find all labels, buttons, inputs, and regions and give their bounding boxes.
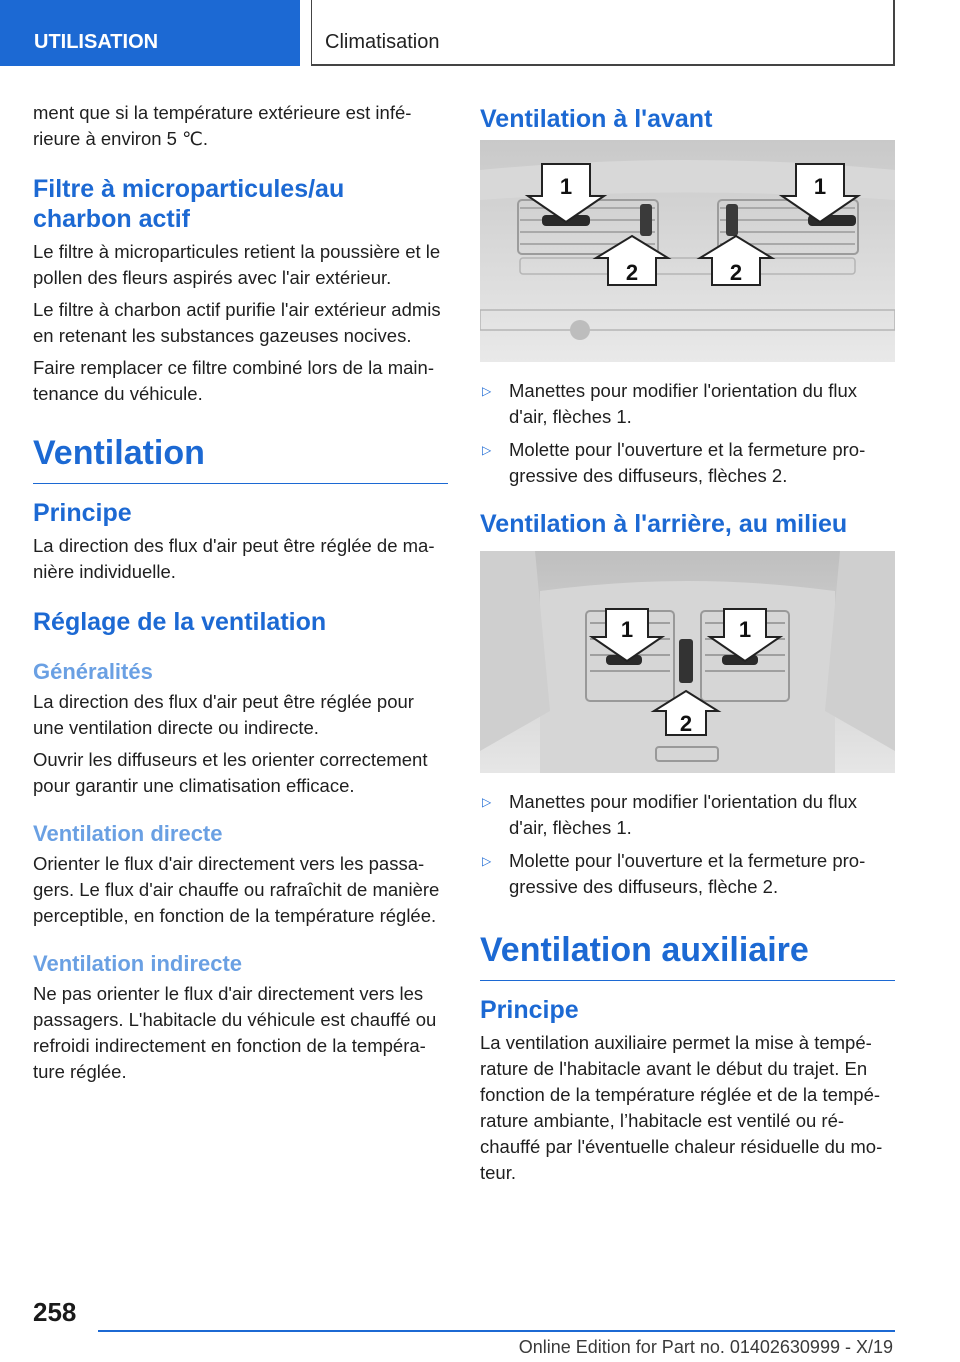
fig2-label-1b: 1 <box>738 617 752 642</box>
footer-rule <box>98 1330 895 1332</box>
fig1-label-1a: 1 <box>559 174 573 199</box>
page-number: 258 <box>33 1297 77 1327</box>
fig2-label-1a: 1 <box>620 617 634 642</box>
header-rule <box>311 64 895 66</box>
avant-item-2: Molette pour l'ouverture et la fermeture progressive des diffuseurs, flèches 2. <box>509 439 866 486</box>
reglage-heading: Réglage de la ventilation <box>33 608 327 636</box>
header-separator <box>311 0 312 66</box>
fig1-label-2b: 2 <box>729 260 743 285</box>
arriere-item-2: Molette pour l'ouverture et la fermeture progressive des diffuseurs, flèche 2. <box>509 850 866 897</box>
aux-principe-heading: Principe <box>480 996 579 1024</box>
triangle-right-icon: ▷ <box>482 854 492 868</box>
avant-list <box>480 378 895 489</box>
generalites-paragraph-1: La direction des flux d'air peut être réglée pour une ventilation directe ou indirecte. <box>33 691 414 738</box>
arriere-list <box>480 789 895 900</box>
triangle-right-icon: ▷ <box>482 384 492 398</box>
fig2-label-2: 2 <box>679 711 693 736</box>
ventilation-heading: Ventilation <box>33 433 448 484</box>
triangle-right-icon: ▷ <box>482 795 492 809</box>
principe-heading: Principe <box>33 499 132 527</box>
aux-heading: Ventilation auxiliaire <box>480 930 895 981</box>
front-vents-figure <box>480 140 895 362</box>
header-section-label: UTILISATION <box>34 31 159 53</box>
right-column <box>480 100 895 1192</box>
list-item <box>480 848 895 900</box>
generalites-paragraph-2: Ouvrir les diffuseurs et les orienter correctement pour garantir une climatisation efficace. <box>33 749 428 796</box>
list-item <box>480 789 895 841</box>
header-rule-end <box>893 0 895 66</box>
aux-paragraph: La ventilation auxiliaire permet la mise à température de l'habitacle avant le début du trajet. En fonction de la température réglée et de la température ambiante, l’habitacle est ventilé ou réchauffé par l'éventuelle chaleur résiduelle du moteur. <box>480 1032 883 1183</box>
list-item <box>480 437 895 489</box>
principe-paragraph: La direction des flux d'air peut être réglée de manière individuelle. <box>33 535 435 582</box>
indirecte-heading: Ventilation indirecte <box>33 951 243 976</box>
avant-item-1: Manettes pour modifier l'orientation du flux d'air, flèches 1. <box>509 380 858 427</box>
arriere-heading: Ventilation à l'arrière, au milieu <box>480 510 848 538</box>
directe-heading: Ventilation directe <box>33 821 223 846</box>
rear-vents-figure <box>480 551 895 773</box>
filter-heading: Filtre à microparticules/au charbon actif <box>33 175 345 233</box>
indirecte-paragraph: Ne pas orienter le flux d'air directement vers les passagers. L'habitacle du véhicule est chauffé ou refroidi indirectement en fonction de la température réglée. <box>33 983 437 1082</box>
arriere-item-1: Manettes pour modifier l'orientation du flux d'air, flèches 1. <box>509 791 858 838</box>
filter-paragraph-1: Le filtre à microparticules retient la poussière et le pollen des fleurs aspirés avec l'air extérieur. <box>33 241 441 288</box>
list-item <box>480 378 895 430</box>
filter-paragraph-3: Faire remplacer ce filtre combiné lors de la maintenance du véhicule. <box>33 357 434 404</box>
fig1-label-2a: 2 <box>625 260 639 285</box>
fig1-label-1b: 1 <box>813 174 827 199</box>
triangle-right-icon: ▷ <box>482 443 492 457</box>
header-chapter-title: Climatisation <box>325 31 440 53</box>
directe-paragraph: Orienter le flux d'air directement vers les passagers. Le flux d'air chauffe ou rafraîchit de manière perceptible, en fonction de la température réglée. <box>33 853 440 926</box>
footer-edition: Online Edition for Part no. 01402630999 - X/19 <box>518 1337 893 1357</box>
avant-heading: Ventilation à l'avant <box>480 105 713 133</box>
generalites-heading: Généralités <box>33 659 153 684</box>
header-section-tab <box>0 0 300 66</box>
intro-paragraph: ment que si la température extérieure est inférieure à environ 5 ℃. <box>33 102 412 149</box>
filter-paragraph-2: Le filtre à charbon actif purifie l'air extérieur admis en retenant les substances gazeuses nocives. <box>33 299 441 346</box>
left-column <box>33 100 448 1091</box>
